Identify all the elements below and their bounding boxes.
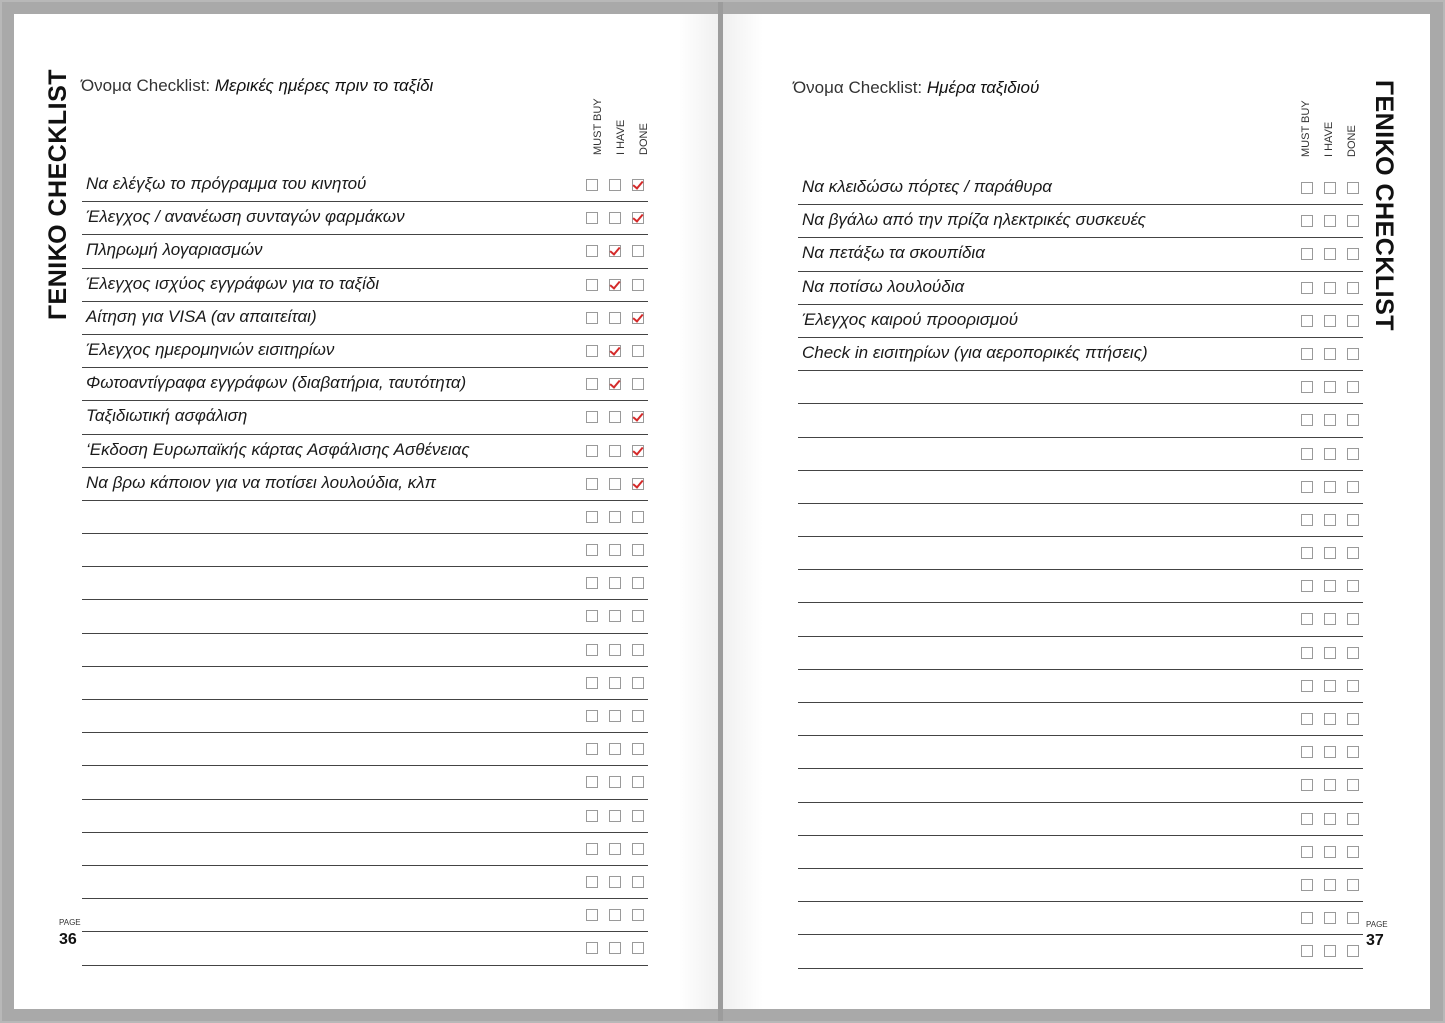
checkbox-done[interactable] (1347, 282, 1359, 294)
checklist-label: Όνομα Checklist: (793, 78, 923, 97)
checkbox-i-have[interactable] (609, 212, 621, 224)
checklist-row (798, 537, 1363, 570)
checkbox-i-have[interactable] (609, 677, 621, 689)
checkbox-must-buy[interactable] (1301, 348, 1313, 360)
checkbox-done[interactable] (632, 876, 644, 888)
checkbox-done[interactable] (1347, 613, 1359, 625)
checklist-row (798, 570, 1363, 603)
column-header-must-buy: MUST BUY (1300, 100, 1312, 157)
checklist-row (798, 902, 1363, 935)
checkbox-must-buy[interactable] (586, 843, 598, 855)
checkbox-must-buy[interactable] (1301, 879, 1313, 891)
checkbox-must-buy[interactable] (586, 776, 598, 788)
checkbox-done[interactable] (632, 279, 644, 291)
checkbox-must-buy[interactable] (1301, 713, 1313, 725)
checkbox-must-buy[interactable] (586, 378, 598, 390)
checkbox-done[interactable] (632, 843, 644, 855)
checkbox-done[interactable] (1347, 647, 1359, 659)
checklist-row (798, 504, 1363, 537)
task-text: Να ποτίσω λουλούδια (802, 276, 965, 296)
page-label: PAGE (1366, 920, 1388, 929)
checkbox-done[interactable] (1347, 713, 1359, 725)
task-text: Να κλειδώσω πόρτες / παράθυρα (802, 177, 1053, 196)
checkbox-must-buy[interactable] (1301, 381, 1313, 393)
checklist-row (82, 534, 648, 567)
checkbox-done[interactable] (1347, 381, 1359, 393)
checkbox-i-have[interactable] (1324, 713, 1336, 725)
checkbox-done[interactable] (632, 610, 644, 622)
checkbox-must-buy[interactable] (586, 279, 598, 291)
checklist-row (82, 468, 648, 501)
column-header-i-have: I HAVE (1323, 121, 1335, 157)
checkbox-must-buy[interactable] (586, 577, 598, 589)
checkbox-must-buy[interactable] (586, 743, 598, 755)
checklist-row (82, 800, 648, 833)
checkbox-i-have[interactable] (609, 445, 621, 457)
checkbox-i-have[interactable] (1324, 779, 1336, 791)
checklist-row (82, 932, 648, 965)
checklist-row (798, 471, 1363, 504)
checkbox-i-have[interactable] (1324, 514, 1336, 526)
checkbox-must-buy[interactable] (1301, 215, 1313, 227)
checkbox-done[interactable] (1347, 779, 1359, 791)
checklist-row (798, 670, 1363, 703)
checkbox-i-have[interactable] (1324, 315, 1336, 327)
checkbox-i-have[interactable] (1324, 182, 1336, 194)
checkbox-must-buy[interactable] (586, 942, 598, 954)
checkbox-done[interactable] (632, 776, 644, 788)
checkbox-done[interactable] (632, 710, 644, 722)
checklist-row (82, 766, 648, 799)
checkbox-done[interactable] (632, 810, 644, 822)
checkbox-done[interactable] (1347, 348, 1359, 360)
checkbox-must-buy[interactable] (1301, 481, 1313, 493)
checkbox-done[interactable] (1347, 215, 1359, 227)
checkbox-i-have[interactable] (609, 279, 621, 291)
checkbox-i-have[interactable] (609, 743, 621, 755)
checkbox-i-have[interactable] (1324, 282, 1336, 294)
checkbox-i-have[interactable] (1324, 481, 1336, 493)
checklist-row (798, 371, 1363, 404)
checklist-row (82, 667, 648, 700)
checkbox-done[interactable] (632, 179, 644, 191)
checkbox-must-buy[interactable] (1301, 448, 1313, 460)
checkbox-done[interactable] (632, 743, 644, 755)
checkbox-done[interactable] (632, 245, 644, 257)
side-title: ΓΕΝΙΚΟ CHECKLIST (1370, 80, 1398, 332)
checkbox-done[interactable] (632, 378, 644, 390)
task-text: Να πετάξω τα σκουπίδια (802, 243, 985, 263)
checkbox-i-have[interactable] (1324, 448, 1336, 460)
checklist-row (82, 733, 648, 766)
checkbox-must-buy[interactable] (1301, 282, 1313, 294)
checklist-row (798, 205, 1363, 238)
checkbox-i-have[interactable] (609, 876, 621, 888)
checkbox-must-buy[interactable] (586, 245, 598, 257)
checkbox-must-buy[interactable] (586, 478, 598, 490)
checkbox-i-have[interactable] (1324, 248, 1336, 260)
checkbox-must-buy[interactable] (1301, 813, 1313, 825)
checkbox-i-have[interactable] (609, 710, 621, 722)
checklist-row (798, 438, 1363, 471)
checklist-row (82, 634, 648, 667)
checkbox-i-have[interactable] (1324, 547, 1336, 559)
checkbox-i-have[interactable] (1324, 879, 1336, 891)
checklist-row (82, 866, 648, 899)
checkbox-i-have[interactable] (1324, 414, 1336, 426)
checklist-row (798, 836, 1363, 869)
checkbox-must-buy[interactable] (586, 345, 598, 357)
checkbox-i-have[interactable] (609, 179, 621, 191)
column-header-must-buy: MUST BUY (592, 98, 604, 155)
checkbox-done[interactable] (1347, 879, 1359, 891)
checkbox-must-buy[interactable] (586, 411, 598, 423)
checkbox-i-have[interactable] (609, 378, 621, 390)
checkbox-done[interactable] (632, 677, 644, 689)
left-page (14, 14, 718, 1009)
checkbox-i-have[interactable] (609, 478, 621, 490)
checkbox-i-have[interactable] (609, 942, 621, 954)
checklist-row (82, 501, 648, 534)
checkbox-must-buy[interactable] (1301, 680, 1313, 692)
checkbox-done[interactable] (1347, 912, 1359, 924)
checkbox-must-buy[interactable] (586, 212, 598, 224)
checkbox-i-have[interactable] (609, 245, 621, 257)
checkbox-must-buy[interactable] (586, 312, 598, 324)
checkbox-must-buy[interactable] (586, 677, 598, 689)
checklist-row (798, 703, 1363, 736)
checklist-row (82, 235, 648, 268)
checkbox-done[interactable] (632, 511, 644, 523)
page-number: 36 (59, 931, 77, 948)
checkbox-must-buy[interactable] (1301, 580, 1313, 592)
checkbox-i-have[interactable] (1324, 846, 1336, 858)
checklist-row (82, 567, 648, 600)
checkbox-i-have[interactable] (1324, 912, 1336, 924)
checklist-label: Όνομα Checklist: (81, 76, 211, 95)
checklist-row (82, 335, 648, 368)
checkbox-i-have[interactable] (609, 577, 621, 589)
checkbox-i-have[interactable] (609, 843, 621, 855)
task-text: Έλεγχος ισχύος εγγράφων για το ταξίδι (86, 273, 380, 293)
checkbox-i-have[interactable] (609, 411, 621, 423)
checklist-row (798, 305, 1363, 338)
column-header-done: DONE (638, 123, 650, 155)
checkbox-done[interactable] (632, 909, 644, 921)
checkbox-i-have[interactable] (1324, 381, 1336, 393)
checkbox-must-buy[interactable] (1301, 248, 1313, 260)
checkbox-must-buy[interactable] (586, 644, 598, 656)
checkbox-i-have[interactable] (609, 610, 621, 622)
checkbox-i-have[interactable] (609, 909, 621, 921)
checkbox-must-buy[interactable] (586, 445, 598, 457)
checkbox-done[interactable] (632, 644, 644, 656)
checkbox-i-have[interactable] (1324, 647, 1336, 659)
checklist-name (793, 78, 1039, 98)
column-header-i-have: I HAVE (615, 119, 627, 155)
checkbox-must-buy[interactable] (586, 710, 598, 722)
checkbox-done[interactable] (1347, 481, 1359, 493)
checkbox-must-buy[interactable] (586, 179, 598, 191)
checklist-row (82, 269, 648, 302)
checkbox-must-buy[interactable] (1301, 846, 1313, 858)
checkbox-done[interactable] (1347, 248, 1359, 260)
checkbox-i-have[interactable] (1324, 945, 1336, 957)
checklist-row (82, 600, 648, 633)
checkbox-must-buy[interactable] (1301, 414, 1313, 426)
checkbox-done[interactable] (1347, 414, 1359, 426)
task-text: Αίτηση για VISA (αν απαιτείται) (86, 306, 317, 326)
checkbox-i-have[interactable] (609, 312, 621, 324)
checkbox-done[interactable] (1347, 315, 1359, 327)
checkbox-must-buy[interactable] (1301, 182, 1313, 194)
task-text: ‘Εκδοση Ευρωπαϊκής κάρτας Ασφάλισης Ασθένειας (86, 439, 470, 459)
checkbox-must-buy[interactable] (586, 909, 598, 921)
checklist-row (82, 401, 648, 434)
checkbox-i-have[interactable] (609, 345, 621, 357)
checklist-row (798, 736, 1363, 769)
checkbox-i-have[interactable] (1324, 215, 1336, 227)
checklist-rows (82, 169, 648, 966)
checkbox-done[interactable] (1347, 580, 1359, 592)
checklist-row (82, 833, 648, 866)
checklist-name (81, 76, 433, 96)
task-text: Να βγάλω από την πρίζα ηλεκτρικές συσκευές (802, 210, 1146, 230)
checkbox-i-have[interactable] (1324, 813, 1336, 825)
column-header-done: DONE (1346, 125, 1358, 157)
checkbox-must-buy[interactable] (1301, 779, 1313, 791)
task-text: Να βρω κάποιον για να ποτίσει λουλούδια, κλπ (86, 472, 436, 492)
checkbox-done[interactable] (1347, 945, 1359, 957)
checklist-name-value: Ημέρα ταξιδιού (926, 78, 1040, 97)
checkbox-done[interactable] (1347, 448, 1359, 460)
checkbox-must-buy[interactable] (1301, 647, 1313, 659)
checkbox-done[interactable] (1347, 182, 1359, 194)
checklist-row (82, 302, 648, 335)
checkbox-i-have[interactable] (1324, 580, 1336, 592)
checkbox-i-have[interactable] (1324, 746, 1336, 758)
checkbox-must-buy[interactable] (1301, 746, 1313, 758)
checkbox-must-buy[interactable] (586, 810, 598, 822)
checklist-row (82, 700, 648, 733)
checkbox-i-have[interactable] (1324, 348, 1336, 360)
checkbox-done[interactable] (1347, 846, 1359, 858)
checkbox-done[interactable] (1347, 680, 1359, 692)
checkbox-i-have[interactable] (609, 644, 621, 656)
task-text: Φωτοαντίγραφα εγγράφων (διαβατήρια, ταυτότητα) (86, 373, 467, 393)
task-text: Έλεγχος / ανανέωση συνταγών φαρμάκων (86, 207, 405, 227)
side-title: ΓΕΝΙΚΟ CHECKLIST (44, 68, 72, 320)
task-text: Έλεγχος ημερομηνιών εισιτηρίων (86, 339, 335, 359)
task-text: Check in εισιτηρίων (για αεροπορικές πτήσεις) (802, 342, 1148, 362)
checkbox-done[interactable] (632, 312, 644, 324)
checklist-row (798, 404, 1363, 437)
checkbox-i-have[interactable] (609, 810, 621, 822)
checkbox-done[interactable] (632, 478, 644, 490)
checklist-row (798, 603, 1363, 636)
checkbox-i-have[interactable] (609, 511, 621, 523)
checkbox-done[interactable] (632, 345, 644, 357)
checklist-row (82, 368, 648, 401)
checkbox-done[interactable] (1347, 514, 1359, 526)
checkbox-done[interactable] (632, 411, 644, 423)
task-text: Ταξιδιωτική ασφάλιση (86, 406, 248, 426)
checklist-row (82, 202, 648, 235)
task-text: Να ελέγξω το πρόγραμμα του κινητού (86, 174, 367, 193)
checklist-row (82, 169, 648, 202)
checklist-row (798, 637, 1363, 670)
checklist-row (798, 238, 1363, 271)
checklist-row (798, 869, 1363, 902)
checkbox-must-buy[interactable] (1301, 613, 1313, 625)
checkbox-done[interactable] (1347, 547, 1359, 559)
checkbox-done[interactable] (632, 544, 644, 556)
checkbox-must-buy[interactable] (1301, 912, 1313, 924)
checkbox-i-have[interactable] (1324, 613, 1336, 625)
checkbox-done[interactable] (632, 577, 644, 589)
checklist-row (798, 769, 1363, 802)
page-number: 37 (1366, 932, 1384, 949)
checkbox-must-buy[interactable] (1301, 315, 1313, 327)
checkbox-i-have[interactable] (1324, 680, 1336, 692)
page-label: PAGE (59, 918, 81, 927)
checkbox-done[interactable] (1347, 813, 1359, 825)
checklist-row (798, 338, 1363, 371)
checklist-row (798, 172, 1363, 205)
checkbox-i-have[interactable] (609, 544, 621, 556)
checkbox-must-buy[interactable] (586, 544, 598, 556)
checklist-row (798, 272, 1363, 305)
checklist-row (798, 803, 1363, 836)
checklist-row (82, 435, 648, 468)
checklist-row (82, 899, 648, 932)
checkbox-done[interactable] (632, 212, 644, 224)
checkbox-must-buy[interactable] (586, 610, 598, 622)
checklist-name-value: Μερικές ημέρες πριν το ταξίδι (214, 76, 434, 95)
checkbox-must-buy[interactable] (586, 876, 598, 888)
task-text: Έλεγχος καιρού προορισμού (802, 309, 1019, 329)
checkbox-done[interactable] (632, 942, 644, 954)
checklist-rows (798, 172, 1363, 969)
checkbox-i-have[interactable] (609, 776, 621, 788)
right-page (723, 14, 1430, 1009)
checkbox-must-buy[interactable] (586, 511, 598, 523)
checkbox-must-buy[interactable] (1301, 547, 1313, 559)
task-text: Πληρωμή λογαριασμών (86, 240, 263, 260)
checkbox-done[interactable] (1347, 746, 1359, 758)
checkbox-must-buy[interactable] (1301, 514, 1313, 526)
checkbox-must-buy[interactable] (1301, 945, 1313, 957)
checklist-row (798, 935, 1363, 968)
checkbox-done[interactable] (632, 445, 644, 457)
